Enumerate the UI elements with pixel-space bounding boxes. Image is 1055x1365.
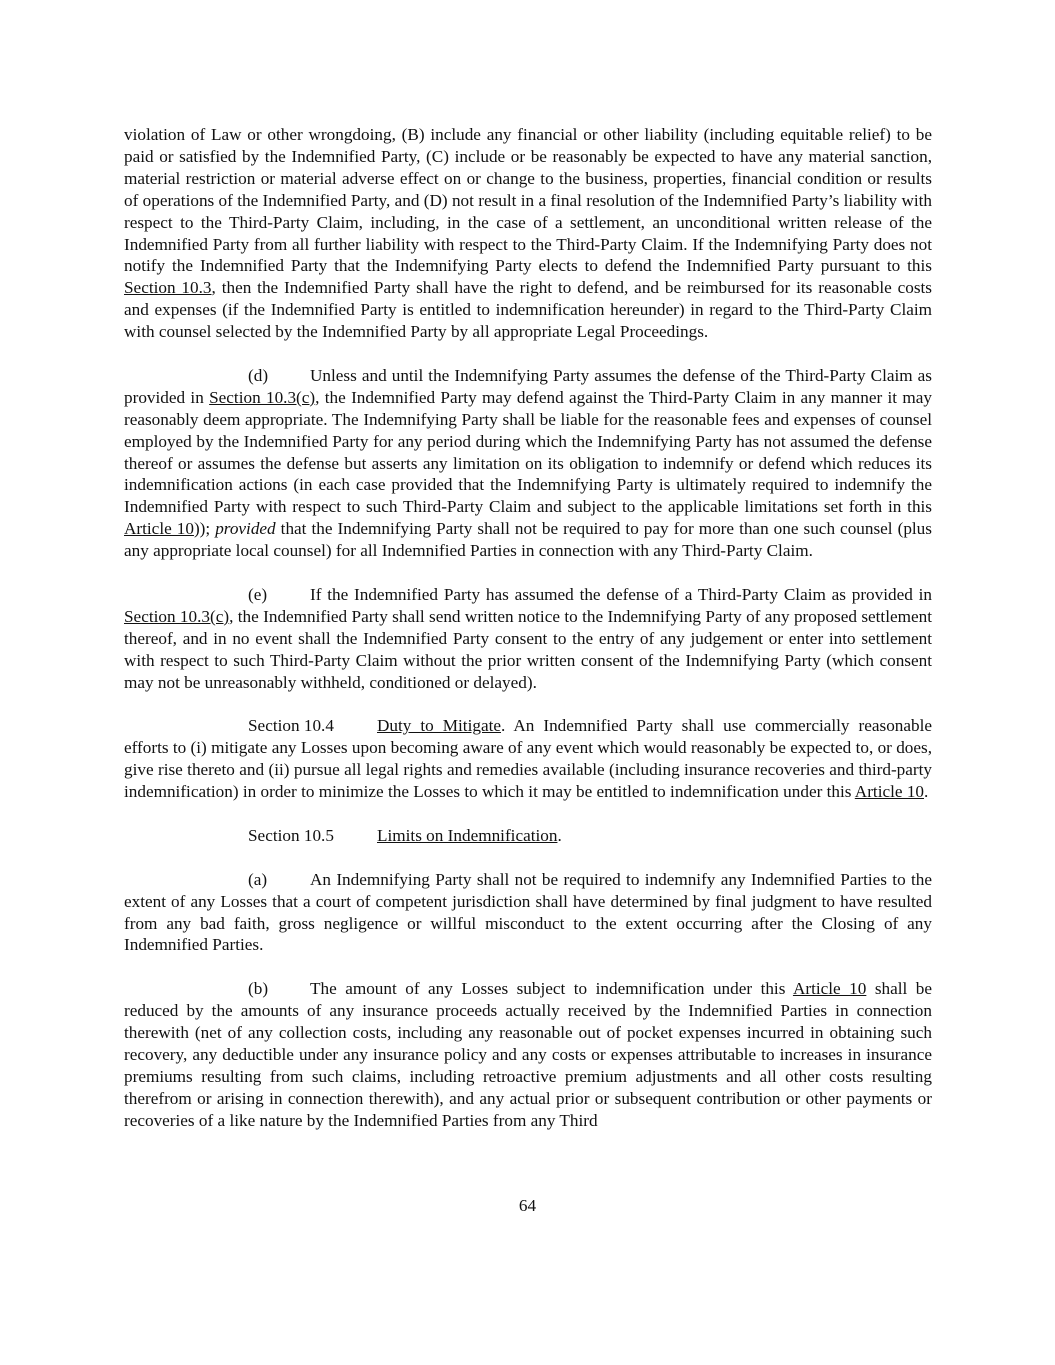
cross-reference-article-10: Article 10: [124, 519, 194, 539]
section-heading: Limits on Indemnification: [377, 825, 558, 845]
cross-reference-section-10-3c: Section 10.3(c): [124, 606, 230, 626]
paragraph-5a: (a) An Indemnifying Party shall not be required to indemnify any Indemnified Parties to the extent of any Losses that a court of competent jurisdiction shall have determined by final judgment to have resulted from any bad faith, gross negligence or willful misconduct to the extent occurring after the Closing of any Indemnified Parties.: [124, 869, 932, 955]
section-10-5: Section 10.5 Limits on Indemnification.: [248, 825, 562, 845]
document-page: [124, 124, 932, 1153]
page-number: 64: [518, 1196, 537, 1215]
section-number: Section 10.5: [248, 825, 334, 845]
clause-label: (b): [248, 979, 269, 999]
clause-label: (d): [248, 365, 269, 385]
section-10-4: Section 10.4 Duty to Mitigate. An Indemnified Party shall use commercially reasonable efforts to (i) mitigate any Losses upon becoming aware of any event which would reasonably be expected to, or does, give rise thereto and (ii) pursue all legal rights and remedies available (including insurance recoveries and third-party indemnification) in order to minimize the Losses to which it may be entitled to indemnification under this Article 10.: [124, 716, 933, 802]
section-heading: Duty to Mitigate: [377, 716, 501, 736]
clause-label: (e): [248, 585, 268, 604]
provided-term: provided: [215, 519, 276, 539]
paragraph-e: (e) If the Indemnified Party has assumed the defense of a Third-Party Claim as provided in Section 10.3(c), the Indemnified Party shall send written notice to the Indemnifying Party of any proposed settlement thereof, and in no event shall the Indemnified Party consent to the entry of any judgement or enter into settlement with respect to such Third-Party Claim without the prior written consent of the Indemnifying Party (which consent may not be unreasonably withheld, conditioned or delayed).: [124, 585, 932, 692]
section-number: Section 10.4: [248, 716, 334, 736]
paragraph-c-continued: violation of Law or other wrongdoing, (B) include any financial or other liability (including equitable relief) to be paid or satisfied by the Indemnified Party, (C) include or be reasonably be expected to have any material sanction, material restriction or material adverse effect on or change to the business, properties, financial condition or results of operations of the Indemnified Party, and (D) not result in a final resolution of the Indemnified Party’s liability with respect to the Third-Party Claim, including, in the case of a settlement, an unconditional written release of the Indemnified Party from all further liability with respect to the Third-Party Claim. If the Indemnifying Party does not notify the Indemnified Party that the Indemnifying Party elects to defend the Indemnified Party pursuant to this Section 10.3, then the Indemnified Party shall have the right to defend, and be reimbursed for its reasonable costs and expenses (if the Indemnified Party is entitled to indemnification hereunder) in regard to the Third-Party Claim with counsel selected by the Indemnified Party by all appropriate Legal Proceedings.: [124, 125, 932, 342]
cross-reference-article-10: Article 10: [792, 979, 867, 999]
paragraph-5b: (b) The amount of any Losses subject to indemnification under this Article 10 shall be reduced by the amounts of any insurance proceeds actually received by the Indemnified Parties in connection therewith (net of any collection costs, including any reasonable out of pocket expenses incurred in obtaining such recovery, any deductible under any insurance policy and any costs or expenses attributable to increases in insurance premiums resulting from such claims, including retroactive premium adjustments and all other costs resulting therefrom or arising in connection therewith), and any actual prior or subsequent contribution or other payments or recoveries of a like nature by the Indemnified Parties from any Third: [124, 979, 932, 1130]
cross-reference-section-10-3c: Section 10.3(c): [209, 387, 316, 407]
cross-reference-article-10: Article 10: [854, 782, 925, 802]
clause-label: (a): [248, 869, 268, 889]
paragraph-d: (d) Unless and until the Indemnifying Party assumes the defense of the Third-Party Claim as provided in Section 10.3(c), the Indemnified Party may defend against the Third-Party Claim in any manner it may reasonably deem appropriate. The Indemnifying Party shall be liable for the reasonable fees and expenses of counsel employed by the Indemnified Party for any period during which the Indemnifying Party has not assumed the defense thereof or assumes the defense but asserts any limitation on its obligation to indemnify or defend which reduces its indemnification actions (in each case provided that the Indemnifying Party is ultimately required to indemnify the Indemnified Party with respect to such Third-Party Claim and subject to the applicable limitations set forth in this Article 10)); provided that the Indemnifying Party shall not be required to pay for more than one such counsel (plus any appropriate local counsel) for all Indemnified Parties in connection with any Third-Party Claim.: [124, 365, 932, 561]
cross-reference-section-10-3: Section 10.3: [124, 278, 212, 298]
